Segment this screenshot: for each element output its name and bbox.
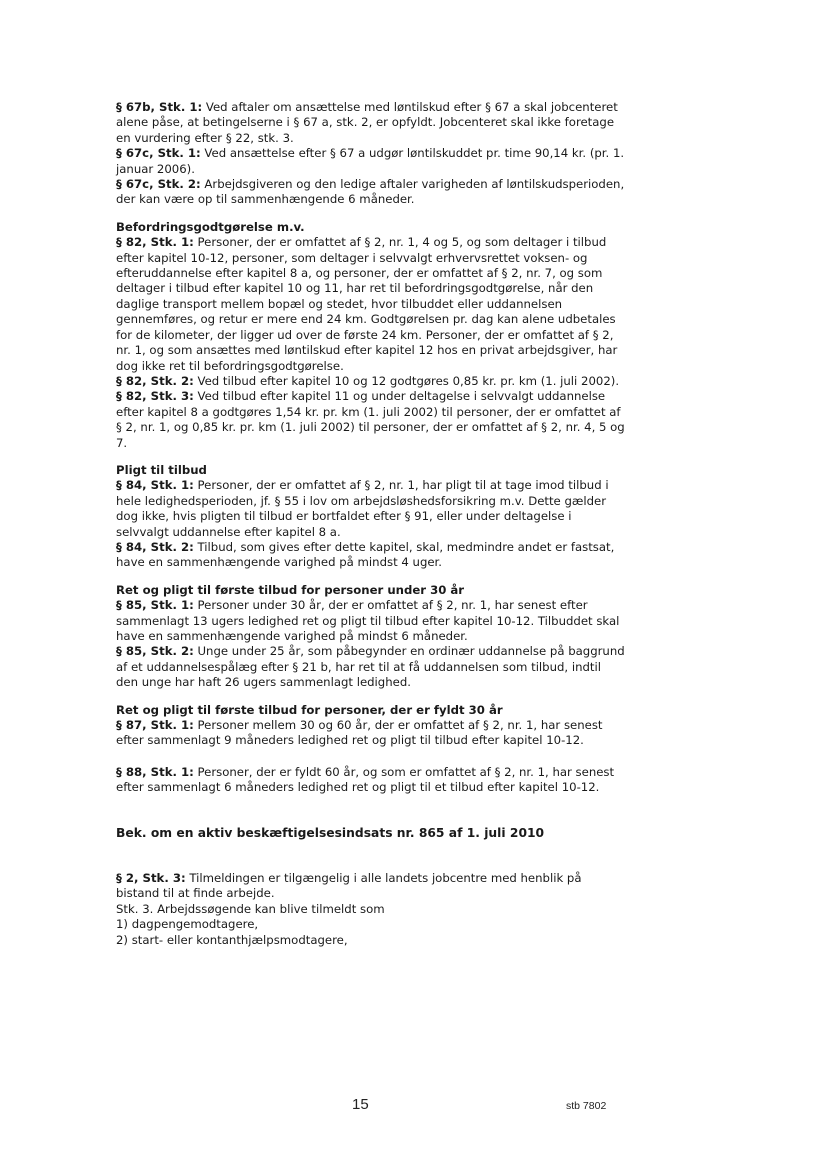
paragraph-82-stk2: § 82, Stk. 2: Ved tilbud efter kapitel 10 og 12 godtgøres 0,85 kr. pr. km (1. juli 2002). [116,373,620,388]
heading-under-30: Ret og pligt til første tilbud for personer under 30 år [116,582,465,597]
paragraph-84-stk1: § 84, Stk. 1: Personer, der er omfattet af § 2, nr. 1, har pligt til at tage imod tilbud i hele ledighedsperioden, jf. § 55 i lov om arbejdsløshedsforsikring m.v. Dette gælder dog ikke, hvis pligten til tilbud er bortfaldet efter § 91, eller under deltagelse i selvvalgt uddannelse efter kapitel 8 a. [116,478,609,539]
paragraph-85-stk2: § 85, Stk. 2: Unge under 25 år, som påbegynder en ordinær uddannelse på baggrund af et uddannelsespålæg efter § 21 b, har ret til at få uddannelsen som tilbud, indtil den unge har haft 26 ugers sammenlagt ledighed. [116,644,625,690]
list-item: 1) dagpengemodtagere, [116,917,259,932]
heading-pligt-til-tilbud: Pligt til tilbud [116,462,207,477]
paragraph-87-stk1: § 87, Stk. 1: Personer mellem 30 og 60 år, der er omfattet af § 2, nr. 1, har senest efter sammenlagt 9 måneders ledighed ret og pligt til tilbud efter kapitel 10-12. [116,718,603,748]
document-stamp: stb 7802 [566,1100,607,1112]
paragraph-88-stk1: § 88, Stk. 1: Personer, der er fyldt 60 år, og som er omfattet af § 2, nr. 1, har senest efter sammenlagt 6 måneders ledighed ret og pligt til et tilbud efter kapitel 10-12. [116,764,615,795]
paragraph-2-stk3: § 2, Stk. 3: Tilmeldingen er tilgængelig i alle landets jobcentre med henblik på bistand til at finde arbejde. [116,871,582,901]
paragraph-67b-stk1: § 67b, Stk. 1: Ved aftaler om ansættelse med løntilskud efter § 67 a skal jobcenteret alene påse, at betingelserne i § 67 a, stk. 2, er opfyldt. Jobcenteret skal ikke foretage en vurdering efter § 22, stk. 3. [116,100,618,145]
heading-bekendtgoerelse: Bek. om en aktiv beskæftigelsesindsats nr. 865 af 1. juli 2010 [116,825,545,840]
paragraph-67c-stk1: § 67c, Stk. 1: Ved ansættelse efter § 67 a udgør løntilskuddet pr. time 90,14 kr. (pr. 1. januar 2006). [116,146,625,176]
document-body [116,100,626,948]
paragraph-67c-stk2: § 67c, Stk. 2: Arbejdsgiveren og den ledige aftaler varigheden af løntilskudsperioden, der kan være op til sammenhængende 6 måneder. [116,177,625,207]
heading-fyldt-30: Ret og pligt til første tilbud for personer, der er fyldt 30 år [116,702,503,717]
list-item: 2) start- eller kontanthjælpsmodtagere, [116,932,348,947]
paragraph-85-stk1: § 85, Stk. 1: Personer under 30 år, der er omfattet af § 2, nr. 1, har senest efter sammenlagt 13 ugers ledighed ret og pligt til tilbud efter kapitel 10-12. Tilbuddet skal have en sammenhængende varighed på mindst 6 måneder. [116,598,620,643]
list-intro: Stk. 3. Arbejdssøgende kan blive tilmeldt som [116,901,385,916]
paragraph-84-stk2: § 84, Stk. 2: Tilbud, som gives efter dette kapitel, skal, medmindre andet er fastsat, have en sammenhængende varighed på mindst 4 uger. [116,539,615,570]
paragraph-82-stk3: § 82, Stk. 3: Ved tilbud efter kapitel 11 og under deltagelse i selvvalgt uddannelse efter kapitel 8 a godtgøres 1,54 kr. pr. km (1. juli 2002) til personer, der er omfattet af § 2, nr. 1, og 0,85 kr. pr. km (1. juli 2002) til personer, der er omfattet af § 2, nr. 4, 5 og 7. [116,389,625,450]
heading-befordringsgodtgoerelse: Befordringsgodtgørelse m.v. [116,219,305,234]
paragraph-82-stk1: § 82, Stk. 1: Personer, der er omfattet af § 2, nr. 1, 4 og 5, og som deltager i tilbud efter kapitel 10-12, personer, som deltager i selvvalgt erhvervsrettet voksen- og efteruddannelse efter kapitel 8 a, og personer, der er omfattet af § 2, nr. 7, og som deltager i tilbud efter kapitel 10 og 11, har ret til befordringsgodtgørelse, når den daglige transport mellem bopæl og stedet, hvor tilbuddet eller uddannelsen gennemføres, og retur er mere end 24 km. Godtgørelsen pr. dag kan alene udbetales for de kilometer, der ligger ud over de første 24 km. Personer, der er omfattet af § 2, nr. 1, og som ansættes med løntilskud efter kapitel 12 hos en privat arbejdsgiver, har dog ikke ret til befordringsgodtgørelse. [116,235,618,373]
page-number: 15 [352,1096,369,1113]
